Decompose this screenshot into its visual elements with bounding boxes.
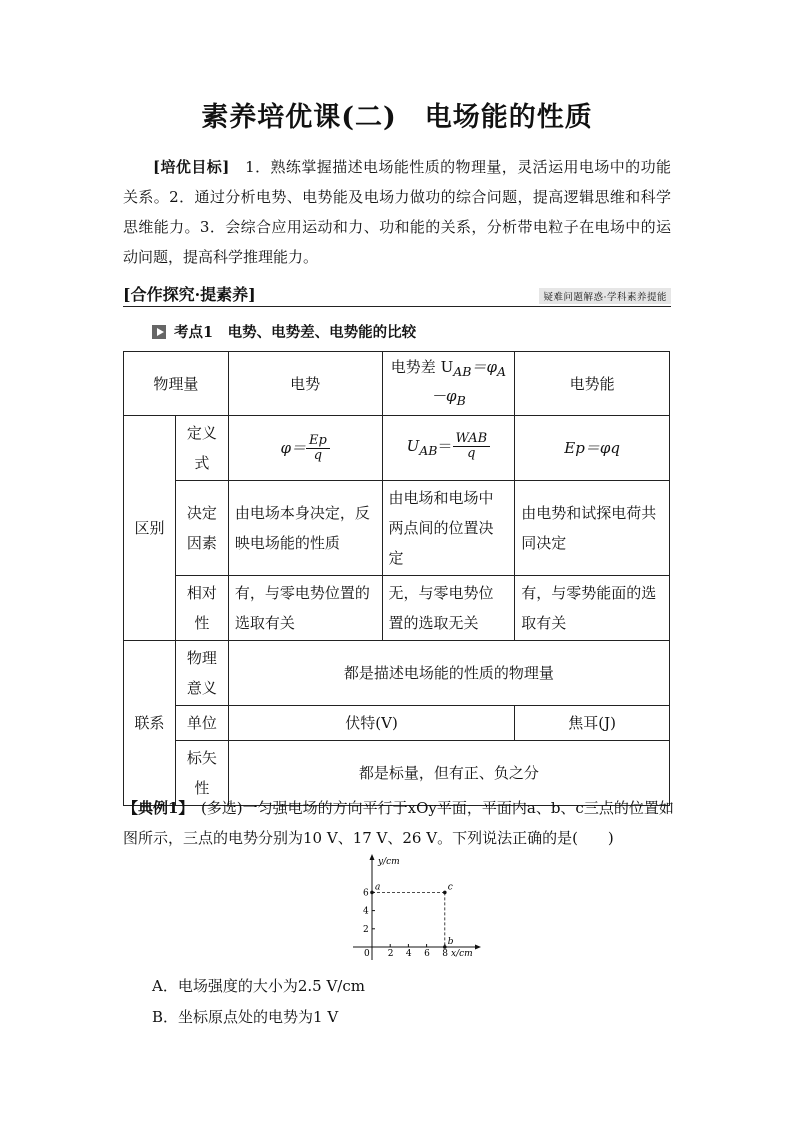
example-question — [123, 793, 678, 853]
goals-paragraph — [123, 152, 671, 272]
point-a — [370, 891, 374, 895]
point-b — [443, 945, 447, 949]
point-label-a: a — [375, 882, 381, 893]
header-quantity: 物理量 — [124, 352, 229, 416]
x-tick-label: 4 — [405, 949, 412, 959]
rel-energy: 有，与零势能面的选取有关 — [515, 576, 670, 641]
rel-potential-diff: 无，与零电势位置的选取无关 — [382, 576, 515, 641]
option-a: A．电场强度的大小为2.5 V/cm — [152, 977, 365, 995]
y-tick-label: 6 — [363, 888, 369, 899]
header-potential: 电势 — [228, 352, 382, 416]
point-label-c: c — [447, 882, 453, 893]
row-unit: 单位 — [175, 706, 228, 741]
goals-text: 1．熟练掌握描述电场能性质的物理量，灵活运用电场中的功能关系。2．通过分析电势、电势能及电场力做功的综合问题，提高逻辑思维和科学思维能力。3．会综合应用运动和力、功和能的关系，分析带电粒子在电场中的运动问题，提高科学推理能力。 — [123, 158, 671, 266]
row-relativity: 相对性 — [175, 576, 228, 641]
section-bar — [123, 282, 671, 307]
example-text: (多选)一匀强电场的方向平行于xOy平面，平面内a、b、c三点的位置如图所示，三点的电势分别为10 V、17 V、26 V。下列说法正确的是( ) — [123, 799, 674, 847]
x-tick-label: 8 — [442, 949, 449, 959]
comparison-table — [123, 351, 670, 806]
play-triangle-icon — [152, 325, 166, 339]
unit-volt: 伏特(V) — [228, 706, 514, 741]
unit-joule: 焦耳(J) — [515, 706, 670, 741]
scalar-cell: 都是标量，但有正、负之分 — [228, 741, 669, 806]
y-tick-label: 4 — [363, 906, 369, 917]
x-axis-arrow — [475, 945, 481, 950]
def-energy: Ep＝φq — [515, 416, 670, 481]
topic-heading — [152, 321, 416, 342]
x-tick-label: 2 — [387, 949, 394, 959]
example-tag: 【典例1】 — [123, 799, 186, 817]
decide-potential: 由电场本身决定，反映电场能的性质 — [228, 481, 382, 576]
y-tick-label: 2 — [363, 924, 369, 935]
row-meaning: 物理意义 — [175, 641, 228, 706]
decide-potential-diff: 由电场和电场中两点间的位置决定 — [382, 481, 515, 576]
origin-label: 0 — [364, 949, 370, 959]
x-tick-label: 6 — [424, 949, 430, 959]
section-title: [合作探究·提素养] — [123, 285, 256, 304]
row-scalar-vector: 标矢性 — [175, 741, 228, 806]
topic-heading-text: 考点1 电势、电势差、电势能的比较 — [174, 324, 417, 341]
coordinate-graph — [345, 852, 485, 960]
decide-energy: 由电势和试探电荷共同决定 — [515, 481, 670, 576]
section-side-label: 疑难问题解惑·学科素养提能 — [539, 288, 671, 304]
option-b: B．坐标原点处的电势为1 V — [152, 1008, 339, 1026]
x-axis-label: x/cm — [451, 949, 473, 959]
point-c — [443, 891, 447, 895]
group-difference: 区别 — [124, 416, 176, 641]
y-axis-label: y/cm — [378, 857, 400, 867]
goals-tag: [培优目标] — [153, 158, 230, 176]
group-connection: 联系 — [124, 641, 176, 806]
page-title: 素养培优课(二) 电场能的性质 — [201, 102, 593, 133]
rel-potential: 有，与零电势位置的选取有关 — [228, 576, 382, 641]
def-potential-diff: $U_{AB}=$ $\frac{\text{WAB}}{q}$ — [382, 416, 515, 481]
row-definition: 定义式 — [175, 416, 228, 481]
point-label-b: b — [447, 937, 454, 947]
y-axis-arrow — [370, 854, 375, 860]
header-energy: 电势能 — [515, 352, 670, 416]
header-potential-diff: 电势差 $U_{AB}=\varphi_A$ $-\varphi_B$ — [382, 352, 515, 416]
def-potential: φ＝ $\frac{Ep}{q}$ — [228, 416, 382, 481]
row-determinant: 决定因素 — [175, 481, 228, 576]
meaning-cell: 都是描述电场能的性质的物理量 — [228, 641, 669, 706]
